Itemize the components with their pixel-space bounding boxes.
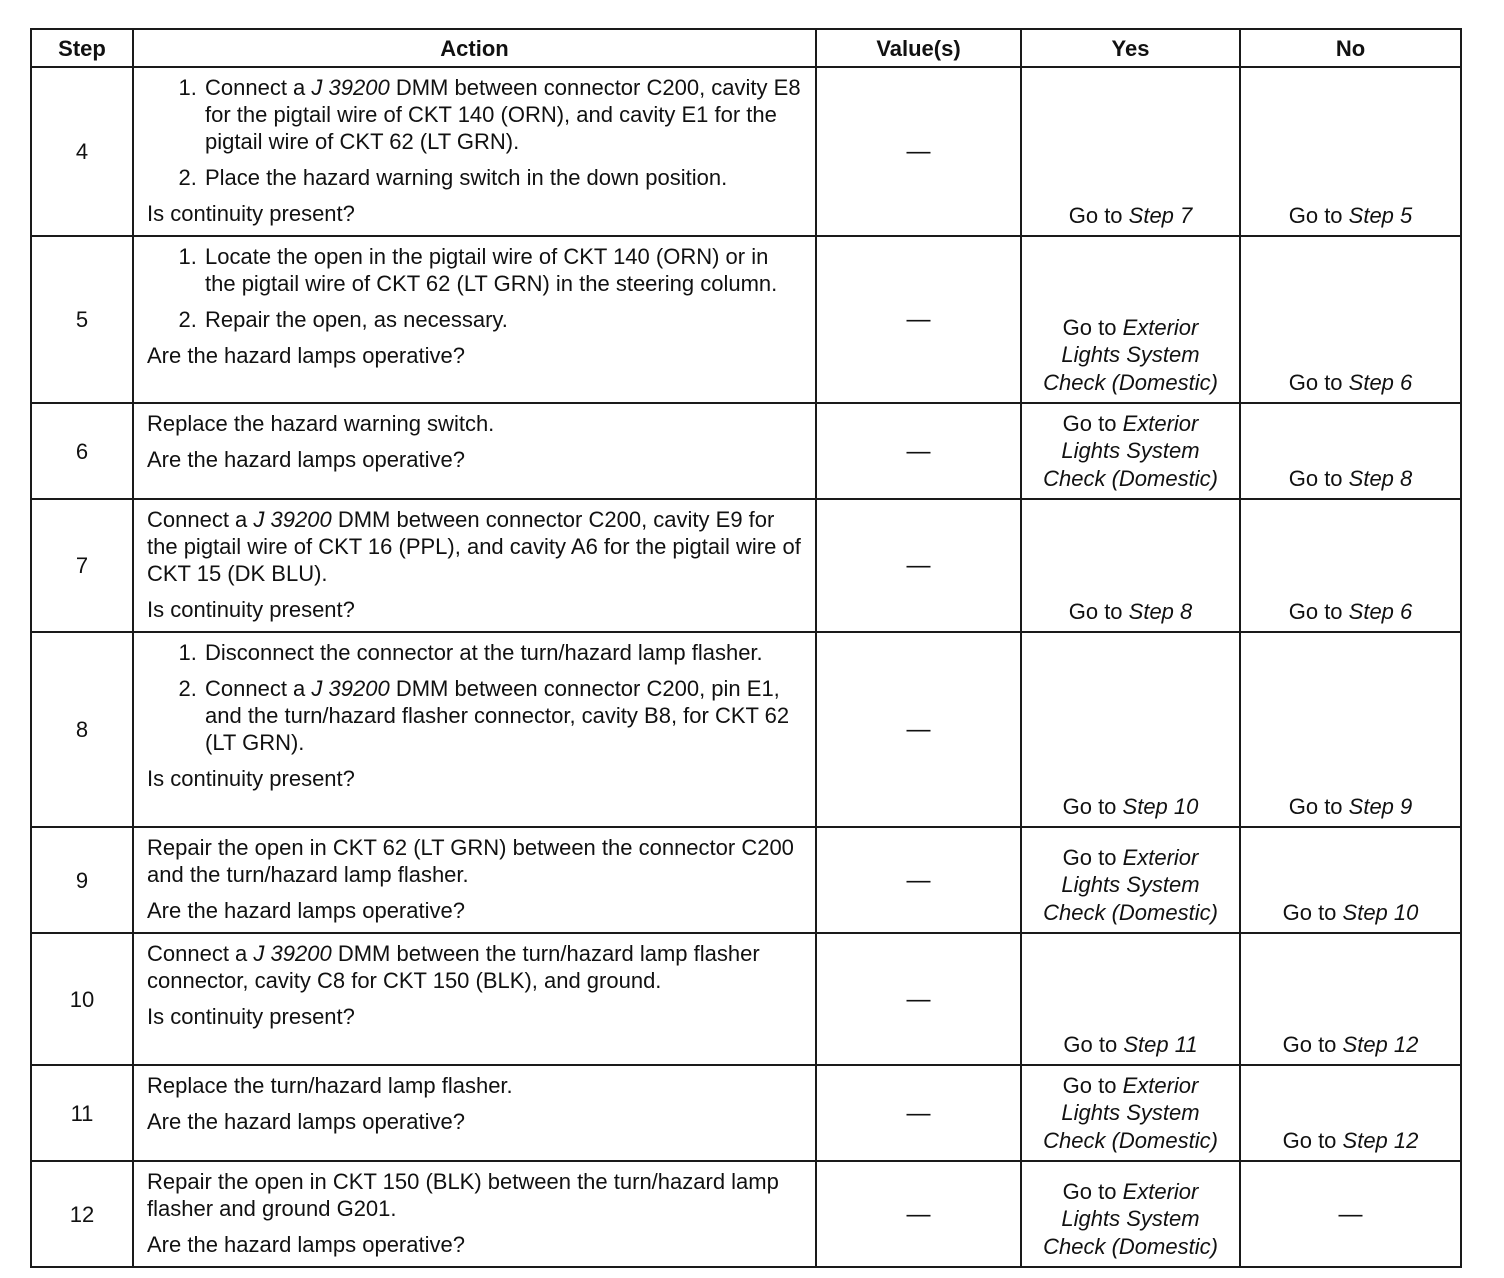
action-step: 2. Repair the open, as necessary. [203,306,801,333]
table-row [31,403,1461,499]
value-cell [816,632,1021,827]
no-cell: Go to Step 8 [1240,403,1461,499]
value-dash: — [906,306,931,333]
no-destination: Step 12 [1342,1128,1419,1153]
header-no: No [1240,29,1461,67]
value-dash: — [906,138,931,165]
table-row [31,1161,1461,1267]
value-dash: — [906,1200,931,1228]
value-dash: — [906,866,931,894]
no-cell: Go to Step 6 [1240,499,1461,632]
no-destination: Step 10 [1342,900,1419,925]
action-cell [133,67,816,236]
action-steps [147,243,801,333]
step-number: 6 [31,403,133,499]
action-step: 1. Disconnect the connector at the turn/hazard lamp flasher. [203,639,801,666]
yes-destination: Step 8 [1128,599,1193,624]
diagnostic-table [30,28,1462,1268]
no-cell: Go to Step 10 [1240,827,1461,933]
header-action: Action [133,29,816,67]
no-destination: Step 5 [1348,203,1413,228]
yes-cell: Go to Exterior Lights System Check (Domestic) [1021,827,1240,933]
tool-name: J 39200 [311,676,390,701]
no-cell: Go to Step 5 [1240,67,1461,236]
action-text: Connect a J 39200 DMM between connector C200, cavity E9 for the pigtail wire of CKT 16 (PPL), and cavity A6 for the pigtail wire of CKT 15 (DK BLU). [147,507,801,586]
no-cell: Go to Step 6 [1240,236,1461,403]
yes-destination: Step 11 [1123,1032,1198,1057]
yes-cell: Go to Exterior Lights System Check (Domestic) [1021,403,1240,499]
tool-name: J 39200 [253,507,332,532]
step-number: 10 [31,933,133,1065]
yes-destination: Exterior [1122,314,1199,340]
no-cell: Go to Step 9 [1240,632,1461,827]
table-row [31,632,1461,827]
step-number: 8 [31,632,133,827]
action-cell [133,499,816,632]
action-cell [133,1065,816,1161]
no-dash: — [1338,1200,1363,1228]
step-number: 11 [31,1065,133,1161]
yes-cell: Go to Exterior Lights System Check (Domestic) [1021,1161,1240,1267]
yes-destination: Step 7 [1128,203,1193,228]
value-cell [816,236,1021,403]
header-values: Value(s) [816,29,1021,67]
no-destination: Step 9 [1348,794,1413,819]
action-question: Is continuity present? [147,766,355,791]
value-dash: — [906,437,931,465]
yes-destination: Exterior [1122,410,1199,436]
value-dash: — [906,1099,931,1127]
action-question: Are the hazard lamps operative? [147,343,465,368]
header-step: Step [31,29,133,67]
value-dash: — [906,985,931,1013]
tool-name: J 39200 [253,941,332,966]
step-number: 5 [31,236,133,403]
table-row [31,1065,1461,1161]
yes-cell: Go to Step 11 [1021,933,1240,1065]
table-row [31,67,1461,236]
value-cell [816,67,1021,236]
action-question: Are the hazard lamps operative? [147,447,465,472]
action-cell [133,933,816,1065]
step-number: 4 [31,67,133,236]
action-cell [133,1161,816,1267]
no-destination: Step 12 [1342,1032,1419,1057]
action-text: Replace the turn/hazard lamp flasher. [147,1073,513,1098]
action-steps [147,74,801,191]
value-cell [816,1065,1021,1161]
table-row [31,933,1461,1065]
action-cell [133,827,816,933]
action-step: 2. Connect a J 39200 DMM between connector C200, pin E1, and the turn/hazard flasher connector, cavity B8, for CKT 62 (LT GRN). [203,675,801,756]
value-cell [816,827,1021,933]
header-row [31,29,1461,67]
action-text: Replace the hazard warning switch. [147,411,495,436]
yes-destination: Exterior [1122,844,1199,870]
table-row [31,236,1461,403]
step-number: 7 [31,499,133,632]
no-cell: Go to Step 12 [1240,1065,1461,1161]
value-dash: — [906,716,931,743]
action-step: 2. Place the hazard warning switch in the down position. [203,164,801,191]
step-number: 12 [31,1161,133,1267]
header-yes: Yes [1021,29,1240,67]
no-cell [1240,1161,1461,1267]
action-question: Is continuity present? [147,597,355,622]
action-question: Are the hazard lamps operative? [147,1232,465,1257]
yes-destination: Step 10 [1122,794,1199,819]
action-steps [147,639,801,756]
yes-cell: Go to Step 7 [1021,67,1240,236]
no-cell: Go to Step 12 [1240,933,1461,1065]
value-cell [816,1161,1021,1267]
action-cell [133,403,816,499]
action-step: 1. Locate the open in the pigtail wire of CKT 140 (ORN) or in the pigtail wire of CKT 62 (LT GRN) in the steering column. [203,243,801,297]
table-row [31,827,1461,933]
action-text: Repair the open in CKT 62 (LT GRN) between the connector C200 and the turn/hazard lamp flasher. [147,835,794,887]
tool-name: J 39200 [311,75,390,100]
yes-cell: Go to Step 10 [1021,632,1240,827]
yes-destination: Exterior [1122,1072,1199,1098]
value-cell [816,403,1021,499]
action-step: 1. Connect a J 39200 DMM between connector C200, cavity E8 for the pigtail wire of CKT 140 (ORN), and cavity E1 for the pigtail wire of CKT 62 (LT GRN). [203,74,801,155]
action-cell [133,632,816,827]
no-destination: Step 6 [1348,599,1413,624]
action-text: Repair the open in CKT 150 (BLK) between the turn/hazard lamp flasher and ground G201. [147,1169,779,1221]
action-question: Are the hazard lamps operative? [147,898,465,923]
no-destination: Step 6 [1348,370,1413,395]
value-cell [816,499,1021,632]
yes-cell: Go to Exterior Lights System Check (Domestic) [1021,236,1240,403]
action-question: Are the hazard lamps operative? [147,1109,465,1134]
yes-destination: Exterior [1122,1178,1199,1204]
value-cell [816,933,1021,1065]
no-destination: Step 8 [1348,466,1413,491]
action-text: Connect a J 39200 DMM between the turn/hazard lamp flasher connector, cavity C8 for CKT 150 (BLK), and ground. [147,941,760,993]
yes-cell: Go to Step 8 [1021,499,1240,632]
value-dash: — [906,552,931,579]
action-question: Is continuity present? [147,1004,355,1029]
yes-cell: Go to Exterior Lights System Check (Domestic) [1021,1065,1240,1161]
action-cell [133,236,816,403]
step-number: 9 [31,827,133,933]
table-row [31,499,1461,632]
action-question: Is continuity present? [147,201,355,226]
